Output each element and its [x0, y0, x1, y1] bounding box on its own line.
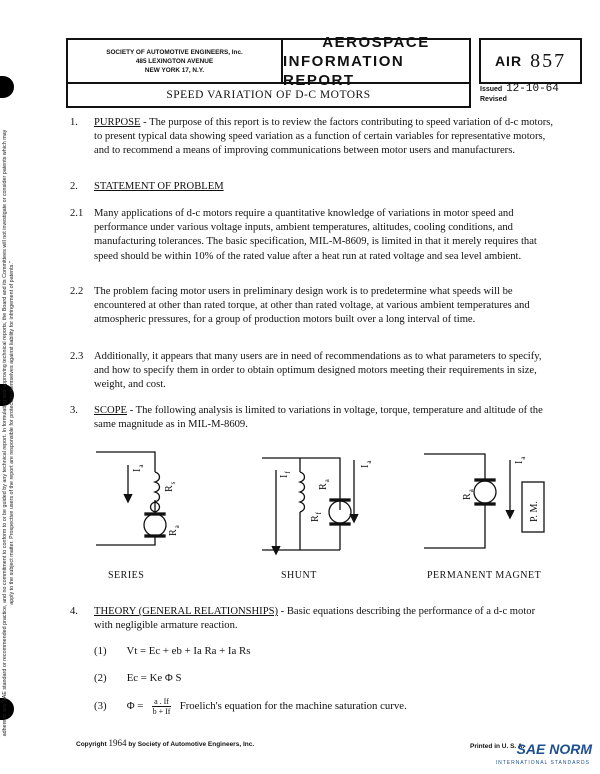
copyright-word: Copyright — [76, 741, 107, 748]
paragraph-text: Many applications of d-c motors require a quantitative knowledge of variations in motor speed and performance under various voltage inputs, ambient temperatures, altitudes, cooling conditions, and manufacturing tolerances. The basic specification, MIL-M-8609, is limited in that it merely requires that speed should be within 10% of the rated value after a heat run at rated voltage and sea level ambient. — [94, 208, 537, 262]
report-type-line1: AEROSPACE — [322, 33, 430, 51]
equation-number: (2) — [94, 672, 107, 684]
equation-lhs: Φ = — [126, 699, 144, 712]
series-rs: $R_s$ — [164, 481, 177, 492]
paragraph-2-2 — [66, 285, 556, 328]
punch-hole-top — [0, 76, 14, 98]
equation-body: Vt = Ec + eb + Ia Ra + Ia Rs — [126, 645, 251, 657]
section-heading: SCOPE — [94, 405, 127, 416]
equation-fraction — [152, 697, 171, 716]
sae-disclaimer-sidebar: adhere to any SAE standard or recommended practice, and no commitment to conform to or be guided by any technical report. In formulating and approving technical reports, the Board and its Committees will not investigate or consider patents which may apply to the subject matter. Prospective users of the report are responsible for protecting themselves against liability for infringement of patents." — [2, 129, 15, 737]
series-caption: SERIES — [108, 570, 145, 581]
section-number: 1. — [70, 117, 78, 128]
pm-ia: $I_a$ — [514, 456, 527, 464]
section-heading: STATEMENT OF PROBLEM — [94, 181, 224, 192]
paragraph-2-3 — [66, 350, 556, 393]
report-type-line2: INFORMATION REPORT — [283, 52, 405, 89]
shunt-if: $I_f$ — [279, 471, 292, 478]
section-heading: PURPOSE — [94, 117, 141, 128]
doc-number-box — [479, 38, 582, 84]
section-purpose — [66, 116, 556, 159]
subject-box — [66, 82, 471, 108]
paragraph-2-1 — [66, 207, 556, 264]
doc-prefix: AIR — [494, 53, 523, 69]
motor-circuit-diagrams — [0, 440, 600, 570]
equation-body: Ec = Ke Φ S — [126, 672, 182, 684]
org-name: SOCIETY OF AUTOMOTIVE ENGINEERS, Inc. — [106, 48, 243, 56]
shunt-ia: $I_a$ — [360, 460, 373, 468]
section-statement — [66, 180, 556, 194]
series-labels — [132, 464, 181, 536]
equation-number: (3) — [94, 699, 107, 712]
fraction-denominator: b + If — [152, 707, 171, 716]
section-number: 4. — [70, 606, 78, 617]
issue-dates — [480, 84, 582, 105]
paragraph-text: Additionally, it appears that many users are in need of recommendations as to what parameters to specify, and how to specify them in order to obtain optimum designed motors meeting their requirements in size, weight, and cost. — [94, 351, 542, 391]
issued-date: 12-10-64 — [506, 83, 559, 95]
section-text: - Basic equations describing the performance of a d-c motor with negligible armature reaction. — [94, 606, 536, 632]
shunt-labels — [279, 460, 373, 522]
series-ia: $I_a$ — [132, 464, 145, 472]
paragraph-number: 2.3 — [70, 351, 84, 362]
copyright-year: 1964 — [108, 738, 127, 748]
section-scope — [66, 404, 556, 432]
report-header — [66, 33, 582, 110]
issued-label: Issued — [480, 86, 503, 93]
pm-ra: $R_a$ — [462, 489, 475, 500]
shunt-rf: $R_f$ — [310, 511, 323, 522]
equation-1 — [94, 645, 250, 657]
copyright-holder: by Society of Automotive Engineers, Inc. — [128, 741, 255, 748]
section-text: - The purpose of this report is to review the factors contributing to speed variation of d-c motors, to present typical data showing speed variation as a function of certain variables for representative motors, and to recommend a means of improving communications between motor users and manufacturers. — [94, 117, 554, 157]
org-street: 485 LEXINGTON AVENUE — [135, 57, 214, 65]
printed-in: Printed in U. S. A. — [470, 743, 525, 750]
shunt-ra: $R_a$ — [318, 479, 331, 490]
shunt-caption: SHUNT — [281, 570, 317, 581]
paragraph-number: 2.1 — [70, 208, 84, 219]
shunt-circuit — [262, 458, 358, 554]
org-address-box — [66, 38, 283, 84]
permanent-magnet-circuit — [424, 454, 544, 548]
equation-3 — [94, 697, 407, 716]
sae-norm-subtitle: INTERNATIONAL STANDARDS — [495, 760, 590, 766]
fraction-numerator: a . If — [154, 697, 169, 706]
section-text: - The following analysis is limited to variations in voltage, torque, temperature and altitude of the same magnitude as in MIL-M-8609. — [94, 405, 543, 431]
sae-norm-watermark: SAE NORM — [516, 741, 592, 757]
section-theory — [66, 605, 556, 633]
section-heading: THEORY (GENERAL RELATIONSHIPS) — [94, 606, 279, 617]
copyright-line — [76, 738, 254, 748]
series-circuit — [96, 452, 166, 545]
subject-title: SPEED VARIATION OF D-C MOTORS — [166, 89, 371, 101]
section-number: 3. — [70, 405, 78, 416]
equation-description: Froelich's equation for the machine saturation curve. — [179, 699, 407, 712]
paragraph-text: The problem facing motor users in preliminary design work is to predetermine what speeds will be encountered at other than rated torque, at other than rated voltage, at various ambient temperatures and atmospheric pressures, for a group of production motors built over a long interval of time. — [94, 286, 530, 326]
equation-number: (1) — [94, 645, 107, 657]
series-ra: $R_a$ — [168, 525, 181, 536]
section-number: 2. — [70, 181, 78, 192]
permanent-magnet-caption: PERMANENT MAGNET — [427, 570, 542, 581]
pm-box-label: P. M. — [529, 501, 540, 522]
paragraph-number: 2.2 — [70, 286, 84, 297]
revised-label: Revised — [480, 96, 507, 103]
equation-2 — [94, 672, 181, 684]
doc-number: 857 — [530, 49, 567, 72]
report-type-box — [281, 33, 471, 89]
pm-labels — [462, 456, 540, 522]
org-city: NEW YORK 17, N.Y. — [144, 66, 205, 74]
